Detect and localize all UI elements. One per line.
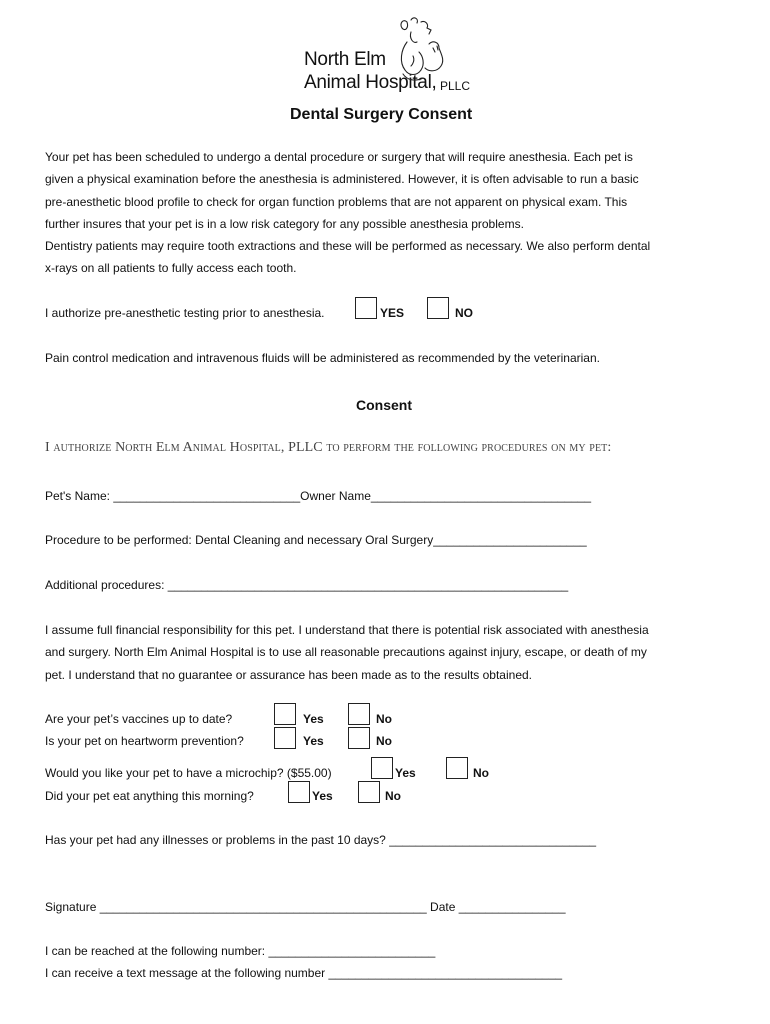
heartworm-yes-label: Yes bbox=[303, 734, 324, 748]
intro-line: further insures that your pet is in a low risk category for any possible anesthesia problems. bbox=[45, 216, 524, 231]
procedure-field[interactable]: Procedure to be performed: Dental Cleaning and necessary Oral Surgery_______________________ bbox=[45, 533, 587, 547]
preanesthetic-yes-checkbox[interactable] bbox=[355, 297, 377, 319]
responsibility-line: pet. I understand that no guarantee or assurance has been made as to the results obtained. bbox=[45, 667, 532, 682]
heartworm-yes-checkbox[interactable] bbox=[274, 727, 296, 749]
authorize-line: I authorize North Elm Animal Hospital, PLLC to perform the following procedures on my pet: bbox=[45, 440, 612, 455]
vaccines-no-label: No bbox=[376, 712, 392, 726]
pets-name-field[interactable]: Pet's Name: ____________________________Owner Name_________________________________ bbox=[45, 489, 592, 503]
vaccines-question: Are your pet’s vaccines up to date? bbox=[45, 712, 233, 726]
signature-field[interactable]: Signature _________________________________________________ Date ________________ bbox=[45, 900, 566, 914]
dog-cat-sketch-icon bbox=[393, 14, 449, 94]
preanesthetic-no-label: NO bbox=[455, 306, 473, 320]
microchip-no-checkbox[interactable] bbox=[446, 757, 468, 779]
preanesthetic-label: I authorize pre-anesthetic testing prior to anesthesia. bbox=[45, 306, 325, 320]
intro-line: Dentistry patients may require tooth extractions and these will be performed as necessary. We also perform dental bbox=[45, 239, 651, 254]
microchip-no-label: No bbox=[473, 766, 489, 780]
intro-line: pre-anesthetic blood profile to check for organ function problems that are not apparent on physical exam. This bbox=[45, 194, 628, 209]
preanesthetic-no-checkbox[interactable] bbox=[427, 297, 449, 319]
intro-line: Your pet has been scheduled to undergo a dental procedure or surgery that will require anesthesia. Each pet is bbox=[45, 150, 633, 164]
ate-no-label: No bbox=[385, 789, 401, 803]
ate-yes-label: Yes bbox=[312, 789, 333, 803]
microchip-yes-checkbox[interactable] bbox=[371, 757, 393, 779]
illness-field[interactable]: Has your pet had any illnesses or problems in the past 10 days? _______________________________ bbox=[45, 833, 597, 847]
logo-line1: North Elm bbox=[304, 49, 386, 70]
vaccines-no-checkbox[interactable] bbox=[348, 703, 370, 725]
intro-line: given a physical examination before the anesthesia is administered. However, it is often advisable to run a basic bbox=[45, 172, 639, 187]
microchip-yes-label: Yes bbox=[395, 766, 416, 780]
vaccines-yes-label: Yes bbox=[303, 712, 324, 726]
ate-yes-checkbox[interactable] bbox=[288, 781, 310, 803]
vaccines-yes-checkbox[interactable] bbox=[274, 703, 296, 725]
logo-pllc: PLLC bbox=[440, 79, 471, 93]
pain-control-text: Pain control medication and intravenous fluids will be administered as recommended by the veterinarian. bbox=[45, 351, 600, 365]
responsibility-line: and surgery. North Elm Animal Hospital is to use all reasonable precautions against injury, escape, or death of my bbox=[45, 645, 647, 660]
logo-line2: Animal Hospital, bbox=[304, 72, 437, 93]
microchip-question: Would you like your pet to have a microchip? ($55.00) bbox=[45, 766, 332, 780]
heartworm-no-checkbox[interactable] bbox=[348, 727, 370, 749]
intro-line: x-rays on all patients to fully access each tooth. bbox=[45, 261, 297, 276]
heartworm-question: Is your pet on heartworm prevention? bbox=[45, 734, 244, 748]
additional-procedures-field[interactable]: Additional procedures: ____________________________________________________________ bbox=[45, 578, 569, 592]
text-message-field[interactable]: I can receive a text message at the following number ___________________________________ bbox=[45, 966, 563, 980]
responsibility-paragraph bbox=[45, 619, 649, 686]
ate-no-checkbox[interactable] bbox=[358, 781, 380, 803]
phone-field[interactable]: I can be reached at the following number: _________________________ bbox=[45, 944, 436, 958]
ate-question: Did your pet eat anything this morning? bbox=[45, 789, 254, 803]
responsibility-line: I assume full financial responsibility for this pet. I understand that there is potential risk associated with anesthesia bbox=[45, 623, 649, 637]
heartworm-no-label: No bbox=[376, 734, 392, 748]
consent-heading: Consent bbox=[356, 397, 412, 413]
preanesthetic-yes-label: YES bbox=[380, 306, 405, 320]
page-title: Dental Surgery Consent bbox=[290, 106, 473, 123]
intro-paragraph bbox=[45, 146, 650, 280]
